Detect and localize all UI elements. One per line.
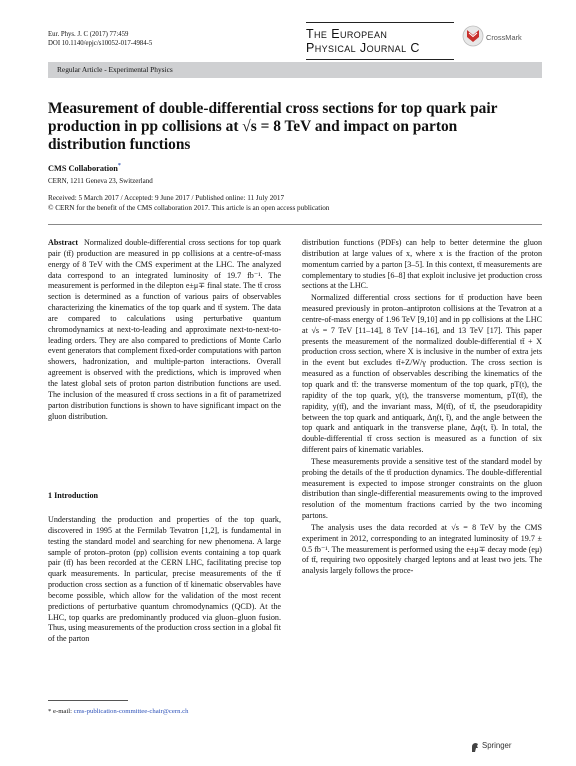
section-heading-introduction: 1 Introduction <box>48 491 98 500</box>
right-paragraph-2: Normalized differential cross sections for tt̄ production have been measured previously in proton–antiproton collisions at the Tevatron at a centre-of-mass energy of 1.96 TeV [9,10] and in pp collisions at the LHC at √s = 7 TeV [11–14], 8 TeV [14–16], and 13 TeV [17]. This paper presents the measurement of the normalized double-differential tt̄ + X production cross section, where X is inclusive in the number of extra jets in the event but excludes tt̄+Z/W/γ production. The cross section is measured as a function of observables describing the kinematics of the top quark and tt̄: the transverse momentum of the top quark, pT(t), the rapidity of the top quark, y(t), the transverse momentum, pT(tt̄), the rapidity, y(tt̄), and the invariant mass, M(tt̄), of tt̄, the pseudorapidity between the top quark and antiquark, Δη(t, t̄), and the angle between the top quark and antiquark in the transverse plane, Δφ(t, t̄). In total, the double-differential tt̄ cross section is measured as a function of six different pairs of kinematic variables. <box>302 293 542 455</box>
right-paragraph-1: distribution functions (PDFs) can help to better determine the gluon distribution at large values of x, where x is the fraction of the proton momentum carried by a parton [3–5]. In this context, tt̄ measurements are complementary to studies [6–8] that exploit inclusive jet production cross sections at the LHC. <box>302 238 542 291</box>
journal-logo-line1: The European <box>306 27 388 41</box>
publication-dates: Received: 5 March 2017 / Accepted: 9 June 2017 / Published online: 11 July 2017 <box>48 194 285 202</box>
doi: DOI 10.1140/epjc/s10052-017-4984-5 <box>48 40 153 47</box>
springer-horse-icon <box>470 740 480 758</box>
abstract-text: Normalized double-differential cross sections for top quark pair (tt̄) production are measured in pp collisions at a centre-of-mass energy of 8 TeV with the CMS experiment at the LHC. The analyzed data correspond to an integrated luminosity of 19.7 fb⁻¹. The measurement is performed in the dilepton e±μ∓ final state. The tt̄ cross section is determined as a function of various pairs of observables characterizing the kinematics of the top quark and tt̄ system. The data are compared to calculations using perturbative quantum chromodynamics at next-to-leading and approximate next-to-next-to-leading orders. They are also compared to predictions of Monte Carlo event generators that complement fixed-order computations with parton showers, hadronization, and multiple-parton interactions. Overall agreement is observed with the predictions, which is improved when the latest global sets of proton parton distribution functions are used. The inclusion of the measured tt̄ cross sections in a fit of parametrized parton distribution functions is shown to have significant impact on the gluon distribution. <box>48 238 282 421</box>
copyright-notice: © CERN for the benefit of the CMS collaboration 2017. This article is an open access publication <box>48 203 330 212</box>
journal-logo <box>306 22 454 60</box>
publication-dates-block <box>48 194 528 213</box>
author-line <box>48 163 121 173</box>
footnote <box>48 708 188 715</box>
crossmark-label: CrossMark <box>486 33 522 42</box>
abstract-paragraph <box>48 238 281 422</box>
right-column <box>302 238 542 577</box>
header-divider <box>48 224 542 225</box>
affiliation: CERN, 1211 Geneva 23, Switzerland <box>48 177 153 185</box>
intro-paragraph-1: Understanding the production and properties of the top quark, discovered in 1995 at the Fermilab Tevatron [1,2], is fundamental in testing the standard model and searching for new phenomena. A large sample of proton–proton (pp) collision events containing a top quark pair (tt̄) has been recorded at the CERN LHC, facilitating precise top quark measurements. In particular, precise measurements of the tt̄ production cross section as a function of tt̄ kinematic observables have become possible, which allow for the validation of the most recent predictions of perturbative quantum chromodynamics (QCD). At the LHC, top quarks are predominantly produced via gluon–gluon fusion. Thus, using measurements of the production cross section in a global fit of the parton <box>48 515 281 644</box>
author-mark[interactable]: * <box>117 163 121 169</box>
introduction-block <box>48 515 281 645</box>
article-category: Regular Article - Experimental Physics <box>48 62 542 78</box>
right-paragraph-4: The analysis uses the data recorded at √s = 8 TeV by the CMS experiment in 2012, corresponding to an integrated luminosity of 19.7 ± 0.5 fb⁻¹. The measurement is performed using the e±μ∓ decay mode (eμ) of tt̄, requiring two oppositely charged leptons and at least two jets. The analysis largely follows the proce- <box>302 522 542 576</box>
journal-logo-line2: Physical Journal C <box>306 41 420 55</box>
author-name: CMS Collaboration <box>48 163 118 173</box>
publisher-logo: Springer <box>482 741 512 750</box>
right-paragraph-3: These measurements provide a sensitive test of the standard model by probing the details of the tt̄ production dynamics. The double-differential measurement is expected to impose stronger constraints on the gluon distribution than single-differential measurements owing to the improved resolution of the momentum fractions carried by the two incoming partons. <box>302 456 542 521</box>
article-title <box>48 100 528 154</box>
journal-reference <box>48 30 152 48</box>
contact-email-link[interactable]: cms-publication-committee-chair@cern.ch <box>73 708 189 715</box>
journal-citation: Eur. Phys. J. C (2017) 77:459 <box>48 31 129 38</box>
article-title-text: Measurement of double-differential cross sections for top quark pair production in pp collisions at √s = 8 TeV and impact on parton distribution functions <box>48 100 498 153</box>
abstract-label: Abstract <box>48 238 79 247</box>
crossmark-icon <box>462 24 484 48</box>
abstract-block <box>48 238 281 422</box>
footnote-label: * e-mail: <box>48 708 74 715</box>
footnote-divider <box>48 700 128 701</box>
